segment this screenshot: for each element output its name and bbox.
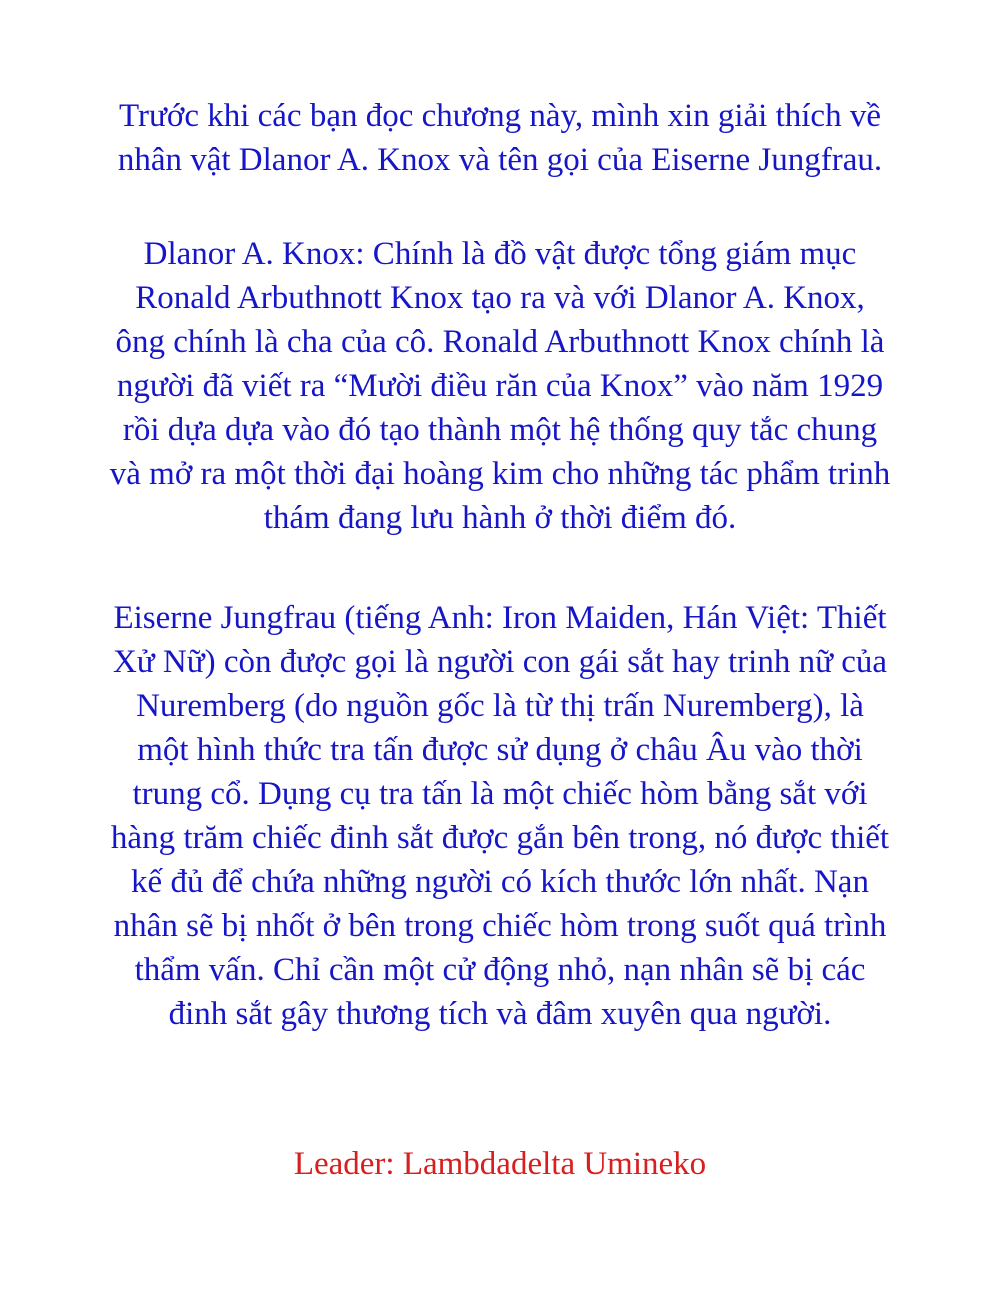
leader-signature: Leader: Lambdadelta Umineko	[293, 1146, 707, 1182]
intro-paragraph: Trước khi các bạn đọc chương này, mình xin giải thích về nhân vật Dlanor A. Knox và tên gọi của Eiserne Jungfrau.	[117, 98, 883, 178]
dlanor-knox-paragraph: Dlanor A. Knox: Chính là đồ vật được tổng giám mục Ronald Arbuthnott Knox tạo ra và với Dlanor A. Knox, ông chính là cha của cô. Ronald Arbuthnott Knox chính là người đã viết ra “Mười điều răn của Knox” vào năm 1929 rồi dựa dựa vào đó tạo thành một hệ thống quy tắc chung và mở ra một thời đại hoàng kim cho những tác phẩm trinh thám đang lưu hành ở thời điểm đó.	[109, 236, 891, 536]
eiserne-jungfrau-paragraph: Eiserne Jungfrau (tiếng Anh: Iron Maiden, Hán Việt: Thiết Xử Nữ) còn được gọi là người con gái sắt hay trinh nữ của Nuremberg (do nguồn gốc là từ thị trấn Nuremberg), là một hình thức tra tấn được sử dụng ở châu Âu vào thời trung cổ. Dụng cụ tra tấn là một chiếc hòm bằng sắt với hàng trăm chiếc đinh sắt được gắn bên trong, nó được thiết kế đủ để chứa những người có kích thước lớn nhất. Nạn nhân sẽ bị nhốt ở bên trong chiếc hòm trong suốt quá trình thẩm vấn. Chỉ cần một cử động nhỏ, nạn nhân sẽ bị các đinh sắt gây thương tích và đâm xuyên qua người.	[110, 600, 890, 1032]
